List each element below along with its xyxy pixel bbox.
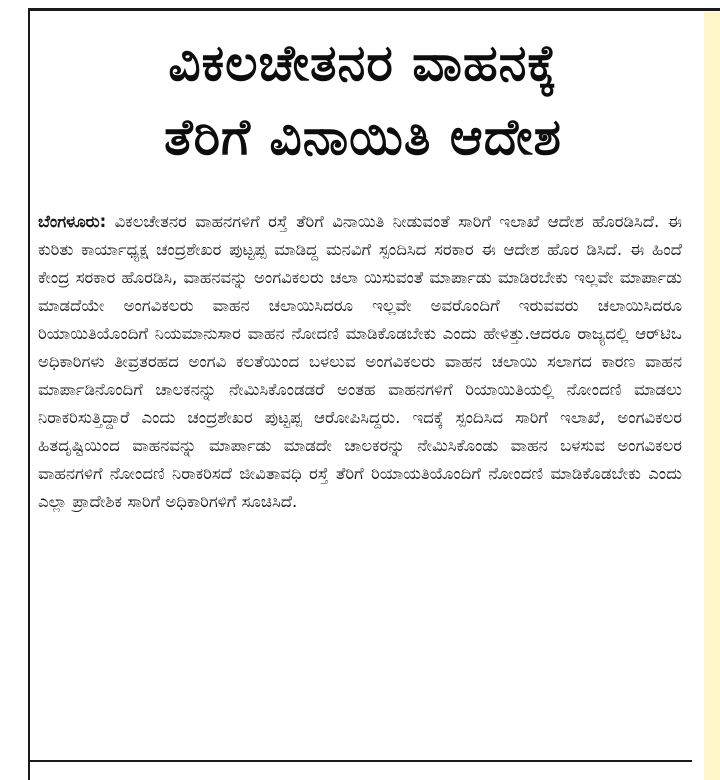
article-text: ವಿಕಲಚೇತನರ ವಾಹನಗಳಿಗೆ ರಸ್ತೆ ತೆರಿಗೆ ವಿನಾಯಿತಿ ನೀಡುವಂತೆ ಸಾರಿಗೆ ಇಲಾಖೆ ಆದೇಶ ಹೊರಡಿಸಿದೆ. ಈ ಕುರಿತು ಕಾರ್ಯಾಧ್ಯಕ್ಷ ಚಂದ್ರಶೇಖರ ಪುಟ್ಟಪ್ಪ ಮಾಡಿದ್ದ ಮನವಿಗೆ ಸ್ಪಂದಿಸಿದ ಸರಕಾರ ಈ ಆದೇಶ ಹೊರ ಡಿಸಿದೆ. ಈ ಹಿಂದೆ ಕೇಂದ್ರ ಸರಕಾರ ಹೊರಡಿಸಿ, ವಾಹನವನ್ನು ಅಂಗವಿಕಲರು ಚಲಾ ಯಿಸುವಂತೆ ಮಾರ್ಪಾಡು ಮಾಡಿರಬೇಕು ಇಲ್ಲವೇ ಮಾರ್ಪಾಡು ಮಾಡದೆಯೇ ಅಂಗವಿಕಲರು ವಾಹನ ಚಲಾಯಿಸಿದರೂ ಇಲ್ಲವೇ ಅವರೊಂದಿಗೆ ಇರುವವರು ಚಲಾಯಿಸಿದರೂ ರಿಯಾಯಿತಿಯೊಂದಿಗೆ ನಿಯಮಾನುಸಾರ ವಾಹನ ನೋದಣಿ ಮಾಡಿಕೊಡಬೇಕು ಎಂದು ಹೇಳಿತ್ತು.ಆದರೂ ರಾಜ್ಯದಲ್ಲಿ ಆರ್‌ಟಿಒ ಅಧಿಕಾರಿಗಳು ತೀವ್ರತರಹದ ಅಂಗವಿ ಕಲತೆಯಿಂದ ಬಳಲುವ ಅಂಗವಿಕಲರು ವಾಹನ ಚಲಾಯಿ ಸಲಾಗದ ಕಾರಣ ವಾಹನ ಮಾರ್ಪಾಡಿನೊಂದಿಗೆ ಚಾಲಕನನ್ನು ನೇಮಿಸಿಕೊಂಡಡರೆ ಅಂತಹ ವಾಹನಗಳಿಗೆ ರಿಯಾಯಿತಿಯಲ್ಲಿ ನೋಂದಣಿ ಮಾಡಲು ನಿರಾಕರಿಸುತ್ತಿದ್ದಾರೆ ಎಂದು ಚಂದ್ರಶೇಖರ ಪುಟ್ಟಪ್ಪ ಆರೋಪಿಸಿದ್ದರು. ಇದಕ್ಕೆ ಸ್ಪಂದಿಸಿದ ಸಾರಿಗೆ ಇಲಾಖೆ, ಅಂಗವಿಕಲರ ಹಿತದೃಷ್ಟಿಯಿಂದ ವಾಹನವನ್ನು ಮಾರ್ಪಾಡು ಮಾಡದೇ ಚಾಲಕರನ್ನು ನೇಮಿಸಿಕೊಂಡು ವಾಹನ ಬಳಸುವ ಅಂಗವಿಕಲರ ವಾಹನಗಳಿಗೆ ನೋಂದಣಿ ನಿರಾಕರಿಸದೆ ಜೀವಿತಾವಧಿ ರಸ್ತೆ ತೆರಿಗೆ ರಿಯಾಯತಿಯೊಂದಿಗೆ ನೋಂದಣಿ ಮಾಡಿಕೊಡಬೇಕು ಎಂದು ಎಲ್ಲಾ ಪ್ರಾದೇಶಿಕ ಸಾರಿಗೆ ಅಧಿಕಾರಿಗಳಿಗೆ ಸೂಚಿಸಿದೆ.: [38, 212, 682, 511]
article-body: [38, 208, 682, 516]
headline-line-1: ವಿಕಲಚೇತನರ ವಾಹನಕ್ಕೆ: [168, 34, 558, 92]
top-rule: [28, 8, 720, 11]
dateline: ಬೆಂಗಳೂರು:: [38, 212, 107, 231]
headline-line-2: ತೆರಿಗೆ ವಿನಾಯಿತಿ ಆದೇಶ: [164, 108, 562, 166]
headline: [38, 26, 688, 174]
left-rule: [28, 8, 30, 780]
bottom-rule: [28, 760, 692, 762]
adjacent-column-stripe: [704, 12, 720, 780]
